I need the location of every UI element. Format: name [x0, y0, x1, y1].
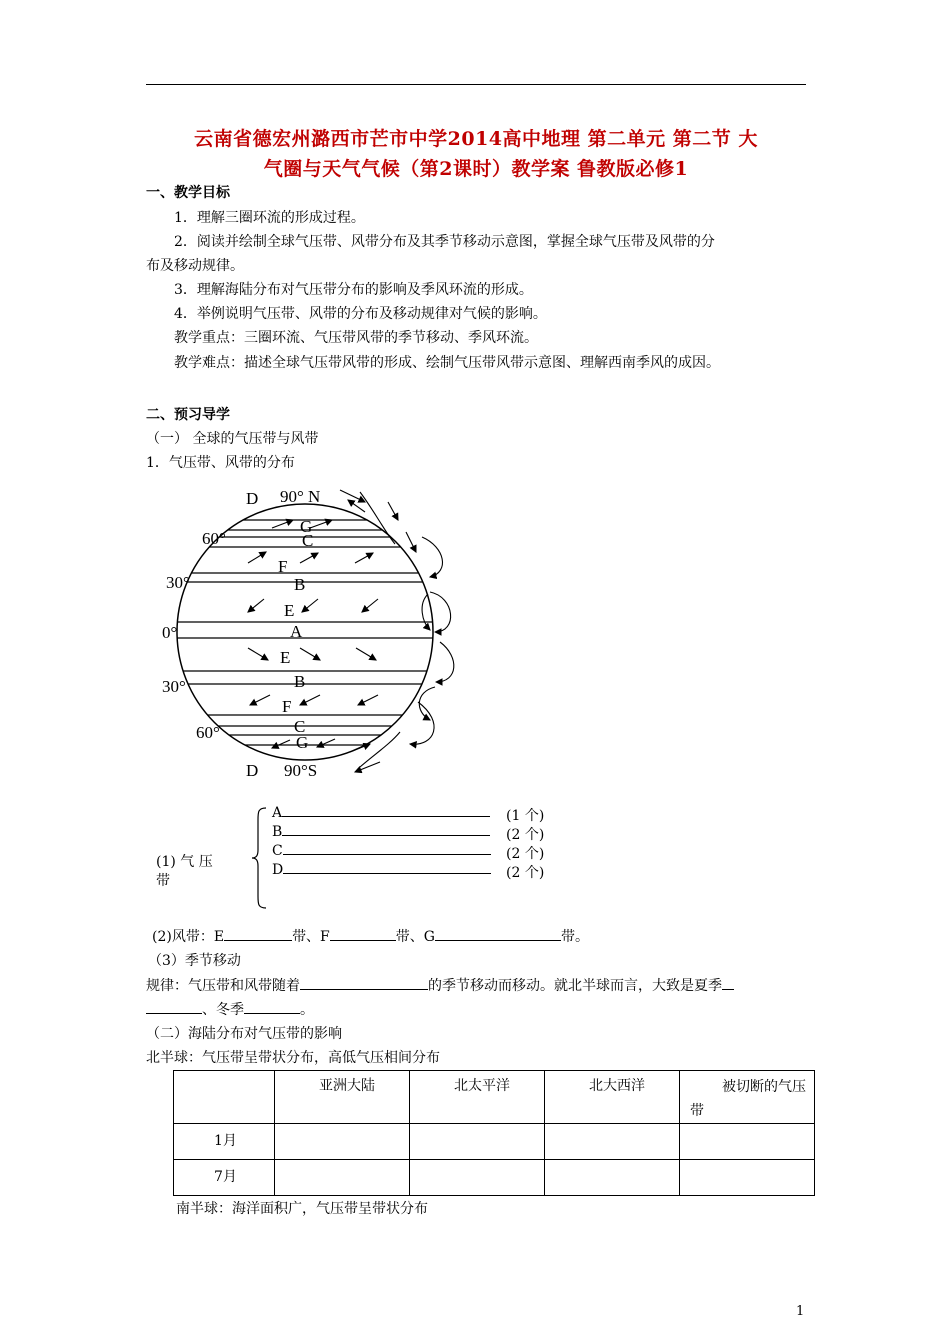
table-header-row	[174, 1071, 815, 1124]
season-text-d: 。	[300, 1002, 314, 1018]
blank-a[interactable]	[282, 816, 490, 817]
diagram-label-60s: 60°	[196, 723, 220, 742]
table-row-label: 7月	[174, 1160, 275, 1196]
table-header-cell: 亚洲大陆	[275, 1071, 410, 1124]
blank-d[interactable]	[283, 873, 491, 874]
table-cell[interactable]	[275, 1160, 410, 1196]
diagram-label-d-top: D	[246, 489, 259, 508]
diagram-label-g-top: G	[300, 517, 313, 536]
pressure-label-line2: 带	[156, 873, 170, 889]
diagram-label-b-bottom: B	[294, 672, 306, 691]
circulation-cells	[340, 490, 454, 772]
table-cell[interactable]	[410, 1160, 545, 1196]
table-cell[interactable]	[410, 1124, 545, 1160]
diagram-label-b-top: B	[294, 575, 306, 594]
pressure-letter-c: C	[272, 843, 283, 859]
table-row	[174, 1160, 815, 1196]
table-header-empty	[174, 1071, 275, 1124]
season-text-c: 、冬季	[202, 1002, 244, 1018]
top-rule	[146, 84, 806, 85]
wind-arrows	[248, 520, 378, 748]
season-line1	[146, 975, 734, 995]
table-cell[interactable]	[275, 1124, 410, 1160]
section1-heading: 一、教学目标	[146, 185, 230, 201]
table-row	[174, 1124, 815, 1160]
doc-title-line1: 云南省德宏州潞西市芒市中学2014高中地理 第二单元 第二节 大	[194, 128, 758, 150]
wind-suffix: 带。	[560, 929, 589, 945]
diagram-label-0: 0°	[162, 623, 178, 642]
pressure-table	[173, 1070, 815, 1196]
table-cell[interactable]	[545, 1124, 680, 1160]
pressure-letter-a: A	[272, 805, 283, 821]
table-header-cell: 北太平洋	[410, 1071, 545, 1124]
latitude-lines	[160, 520, 470, 745]
diagram-label-90n: 90° N	[280, 487, 321, 506]
blank-wind-f[interactable]	[330, 940, 396, 941]
season-heading: （3）季节移动	[148, 953, 241, 969]
blank-wind-g[interactable]	[435, 940, 561, 941]
brace-icon	[250, 806, 270, 910]
season-line2	[146, 999, 314, 1019]
objective-2b: 布及移动规律。	[146, 258, 244, 274]
objective-1: 1．理解三圈环流的形成过程。	[174, 210, 365, 226]
blank-season-cause[interactable]	[300, 989, 428, 990]
subsection-1-item: 1．气压带、风带的分布	[146, 455, 295, 471]
wind-prefix: (2)风带：E	[152, 929, 225, 945]
landsea-heading: （二）海陆分布对气压带的影响	[146, 1026, 342, 1042]
table-header-cell: 被切断的气压带	[680, 1071, 815, 1124]
wind-mid2: 带、G	[395, 929, 435, 945]
diagram-label-d-bottom: D	[246, 761, 259, 780]
pressure-row-d	[272, 862, 491, 878]
season-text-a: 规律：气压带和风带随着	[146, 978, 300, 994]
section2-heading: 二、预习导学	[146, 407, 230, 423]
pressure-letter-d: D	[272, 862, 284, 878]
teaching-difficulty: 教学难点：描述全球气压带风带的形成、绘制气压带风带示意图、理解西南季风的成因。	[174, 355, 720, 371]
blank-summer-start[interactable]	[722, 989, 734, 990]
wind-belts-line	[152, 926, 589, 946]
blank-b[interactable]	[282, 835, 490, 836]
blank-c[interactable]	[283, 854, 491, 855]
pressure-count-a: (1 个)	[506, 808, 545, 824]
pressure-row-a	[272, 805, 490, 821]
diagram-label-c-top: C	[302, 531, 314, 550]
table-cell[interactable]	[545, 1160, 680, 1196]
page-number: 1	[796, 1304, 805, 1319]
southern-hemisphere-note: 南半球：海洋面积广，气压带呈带状分布	[176, 1201, 428, 1217]
season-text-b: 的季节移动而移动。就北半球而言，大致是夏季	[428, 978, 722, 994]
subsection-1: （一） 全球的气压带与风带	[146, 431, 319, 447]
diagram-label-30n: 30°	[166, 573, 190, 592]
diagram-label-60n: 60°	[202, 529, 226, 548]
pressure-belt-diagram	[160, 482, 470, 782]
diagram-label-f-top: F	[278, 557, 288, 576]
wind-mid1: 带、F	[292, 929, 330, 945]
pressure-count-c: (2 个)	[506, 846, 545, 862]
diagram-label-30s: 30°	[162, 677, 186, 696]
pressure-letter-b: B	[272, 824, 283, 840]
table-row-label: 1月	[174, 1124, 275, 1160]
diagram-label-c-bottom: C	[294, 717, 306, 736]
diagram-label-e-top: E	[284, 601, 295, 620]
pressure-row-c	[272, 843, 491, 859]
pressure-row-b	[272, 824, 490, 840]
diagram-label-90s: 90°S	[284, 761, 318, 780]
table-cell[interactable]	[680, 1124, 815, 1160]
diagram-label-f-bottom: F	[282, 697, 292, 716]
objective-2a: 2．阅读并绘制全球气压带、风带分布及其季节移动示意图，掌握全球气压带及风带的分	[174, 234, 715, 250]
table-cell[interactable]	[680, 1160, 815, 1196]
pressure-count-d: (2 个)	[506, 865, 545, 881]
diagram-label-g-bottom: G	[296, 733, 309, 752]
doc-title-line2: 气圈与天气气候（第2课时）教学案 鲁教版必修1	[263, 158, 689, 180]
objective-3: 3．理解海陆分布对气压带分布的影响及季风环流的形成。	[174, 282, 533, 298]
pressure-label-line1: (1) 气 压	[156, 854, 213, 870]
diagram-label-e-bottom: E	[280, 648, 291, 667]
blank-summer[interactable]	[146, 1013, 202, 1014]
northern-hemisphere-note: 北半球：气压带呈带状分布，高低气压相间分布	[146, 1050, 440, 1066]
blank-wind-e[interactable]	[224, 940, 292, 941]
diagram-label-a: A	[290, 622, 303, 641]
blank-winter[interactable]	[244, 1013, 300, 1014]
pressure-count-b: (2 个)	[506, 827, 545, 843]
teaching-focus: 教学重点：三圈环流、气压带风带的季节移动、季风环流。	[174, 330, 538, 346]
table-header-cell: 北大西洋	[545, 1071, 680, 1124]
objective-4: 4．举例说明气压带、风带的分布及移动规律对气候的影响。	[174, 306, 547, 322]
